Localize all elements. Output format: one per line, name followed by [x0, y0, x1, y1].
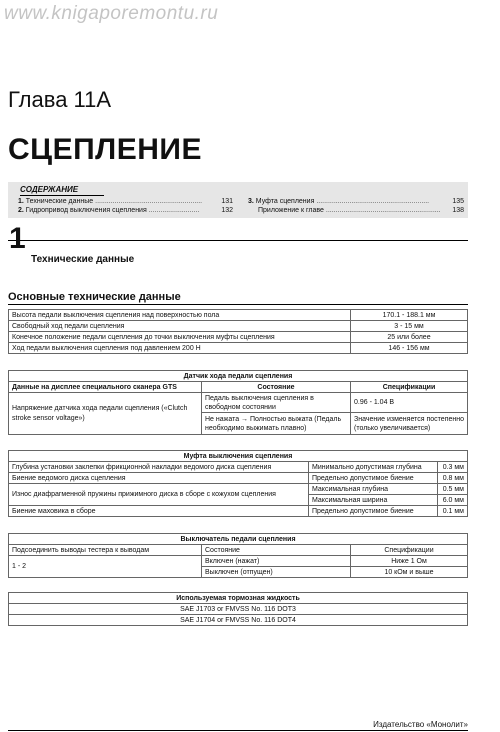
column-header: Состояние — [202, 545, 351, 556]
param-cell: Максимальная ширина — [309, 495, 438, 506]
toc-label: Гидропривод выключения сцепления — [25, 207, 147, 214]
table-title: Используемая тормозная жидкость — [9, 593, 468, 604]
section-number: 1 — [9, 222, 26, 255]
table-row — [9, 462, 468, 473]
param-cell: Максимальная глубина — [309, 484, 438, 495]
state-cell: Педаль выключения сцепления в свободном состоянии — [202, 393, 351, 413]
spec-name: Конечное положение педали сцепления до точки выключения муфты сцепления — [9, 332, 351, 343]
column-header: Данные на дисплее специального сканера GTS — [9, 382, 202, 393]
clutch-table — [8, 450, 468, 517]
spec-cell: 0.96 - 1.04 В — [351, 393, 468, 413]
table-row — [9, 393, 468, 413]
toc-page: 132 — [221, 207, 233, 214]
terminals-cell: 1 - 2 — [9, 556, 202, 578]
toc-page: 138 — [452, 207, 464, 214]
toc-label: Технические данные — [25, 198, 94, 205]
column-header: Состояние — [202, 382, 351, 393]
spec-cell: Ниже 1 Ом — [351, 556, 468, 567]
toc-num: 2. — [18, 207, 24, 214]
spec-name: Ход педали выключения сцепления под давлением 200 Н — [9, 343, 351, 354]
subsection-title: Основные технические данные — [8, 291, 181, 303]
table-row — [9, 332, 468, 343]
toc-heading: СОДЕРЖАНИЕ — [20, 185, 79, 194]
fluid-table — [8, 592, 468, 626]
spec-value: 0.3 мм — [438, 462, 468, 473]
param-cell: Предельно допустимое биение — [309, 506, 438, 517]
section-rule — [8, 240, 468, 241]
table-row — [9, 321, 468, 332]
sensor-item: Напряжение датчика хода педали сцепления («Clutch stroke sensor voltage») — [9, 393, 202, 435]
toc-page: 135 — [452, 198, 464, 205]
table-row — [9, 473, 468, 484]
toc-item-4[interactable]: Приложение к главе ........................................................... 138 — [258, 207, 464, 214]
spec-cell: 10 кОм и выше — [351, 567, 468, 578]
column-header: Спецификации — [351, 382, 468, 393]
param-cell: Минимально допустимая глубина — [309, 462, 438, 473]
spec-value: 146 - 156 мм — [351, 343, 468, 354]
table-title: Датчик хода педали сцепления — [9, 371, 468, 382]
toc-item-3[interactable]: 3. Муфта сцепления .......................................................... 135 — [248, 198, 464, 205]
spec-value: 0.5 мм — [438, 484, 468, 495]
publisher-footer: Издательство «Монолит» — [373, 720, 468, 729]
state-cell: Не нажата → Полностью выжата (Педаль необходимо выжимать плавно) — [202, 413, 351, 435]
spec-cell: Значение изменяется постепенно (только увеличивается) — [351, 413, 468, 435]
param-cell: Предельно допустимое биение — [309, 473, 438, 484]
spec-name: Биение маховика в сборе — [9, 506, 309, 517]
table-title: Выключатель педали сцепления — [9, 534, 468, 545]
column-header: Спецификации — [351, 545, 468, 556]
state-cell: Включен (нажат) — [202, 556, 351, 567]
fluid-spec: SAE J1703 or FMVSS No. 116 DOT3 — [9, 604, 468, 615]
table-row — [9, 484, 468, 495]
spec-value: 0.8 мм — [438, 473, 468, 484]
spec-name: Биение ведомого диска сцепления — [9, 473, 309, 484]
switch-table — [8, 533, 468, 578]
spec-name: Глубина установки заклепки фрикционной накладки ведомого диска сцепления — [9, 462, 309, 473]
spec-value: 3 - 15 мм — [351, 321, 468, 332]
state-cell: Выключен (отпущен) — [202, 567, 351, 578]
toc-page: 131 — [221, 198, 233, 205]
toc-item-1[interactable]: 1. Технические данные ....................................................... 131 — [18, 198, 233, 205]
footer-rule — [8, 730, 468, 731]
section-title: Технические данные — [31, 254, 135, 265]
table-row — [9, 506, 468, 517]
table-title: Муфта выключения сцепления — [9, 451, 468, 462]
toc-num: 3. — [248, 198, 254, 205]
table-row — [9, 343, 468, 354]
spec-name: Износ диафрагменной пружины прижимного диска в сборе с кожухом сцепления — [9, 484, 309, 506]
spec-value: 0.1 мм — [438, 506, 468, 517]
table-row — [9, 556, 468, 567]
toc-label: Приложение к главе — [258, 207, 324, 214]
chapter-title: СЦЕПЛЕНИЕ — [8, 133, 202, 166]
toc-rule — [20, 195, 104, 196]
toc-num: 1. — [18, 198, 24, 205]
toc-item-2[interactable]: 2. Гидропривод выключения сцепления .......................... 132 — [18, 207, 233, 214]
spec-value: 25 или более — [351, 332, 468, 343]
watermark: www.knigaporemontu.ru — [4, 3, 219, 24]
fluid-spec: SAE J1704 or FMVSS No. 116 DOT4 — [9, 615, 468, 626]
table-row — [9, 615, 468, 626]
subsection-rule — [8, 304, 468, 305]
table-row — [9, 310, 468, 321]
spec-name: Высота педали выключения сцепления над поверхностью пола — [9, 310, 351, 321]
column-header: Подсоединить выводы тестера к выводам — [9, 545, 202, 556]
spec-name: Свободный ход педали сцепления — [9, 321, 351, 332]
chapter-heading: Глава 11А — [8, 87, 112, 112]
spec-value: 6.0 мм — [438, 495, 468, 506]
table-row — [9, 604, 468, 615]
toc-label: Муфта сцепления — [255, 198, 315, 205]
sensor-table — [8, 370, 468, 435]
spec-value: 170.1 - 188.1 мм — [351, 310, 468, 321]
basic-specs-table — [8, 309, 468, 354]
